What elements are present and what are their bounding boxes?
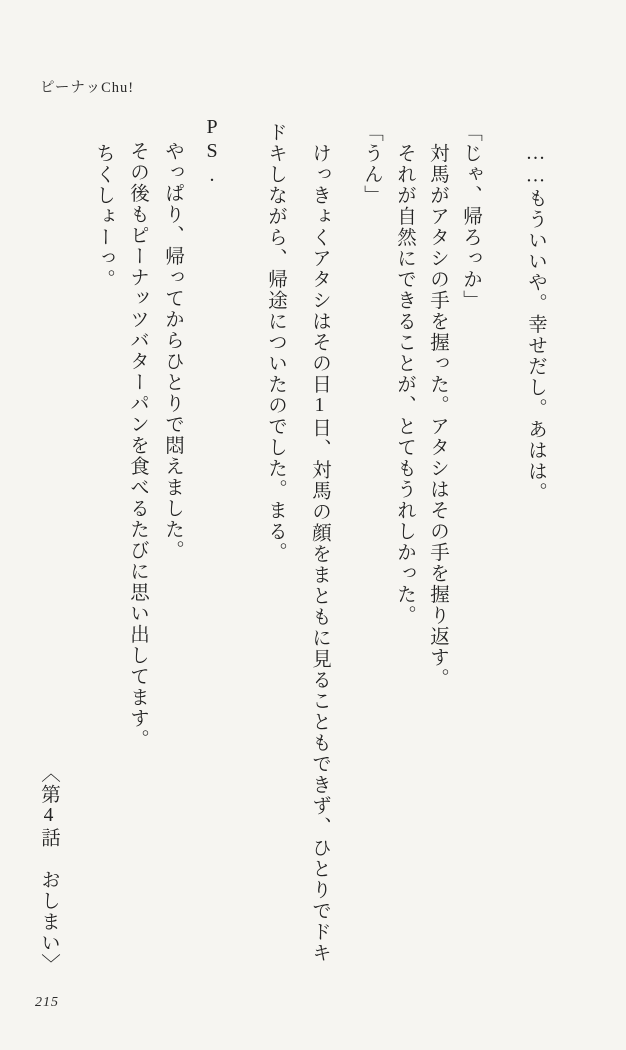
- postscript-column-1: やっぱり、帰ってからひとりで悶えました。: [162, 141, 183, 561]
- narration-column-3: それが自然にできることが、とてもうれしかった。: [394, 143, 415, 626]
- narration-column-5: ドキしながら、帰途についたのでした。まる。: [265, 122, 286, 563]
- narration-column-2: 対馬がアタシの手を握った。アタシはその手を握り返す。: [427, 143, 448, 689]
- dialogue-column-1: 「じゃ、帰ろっか」: [460, 122, 481, 311]
- dialogue-column-2: 「うん」: [361, 122, 382, 206]
- running-title: ピーナッChu!: [40, 80, 135, 96]
- postscript-column-2: その後もピーナッツバターパンを食べるたびに思い出してます。: [127, 141, 148, 750]
- narration-column-1: ……もういいや。幸せだし。あはは。: [525, 143, 546, 503]
- chapter-end-marker: 〈第4話 おしまい〉: [38, 763, 59, 975]
- page-number: 215: [35, 995, 59, 1010]
- postscript-heading: PS.: [201, 116, 223, 188]
- narration-column-4: けっきょくアタシはその日1日、対馬の顔をまともに見ることもできず、ひとりでドキ: [309, 143, 330, 964]
- postscript-column-3: ちくしょーっ。: [93, 143, 114, 290]
